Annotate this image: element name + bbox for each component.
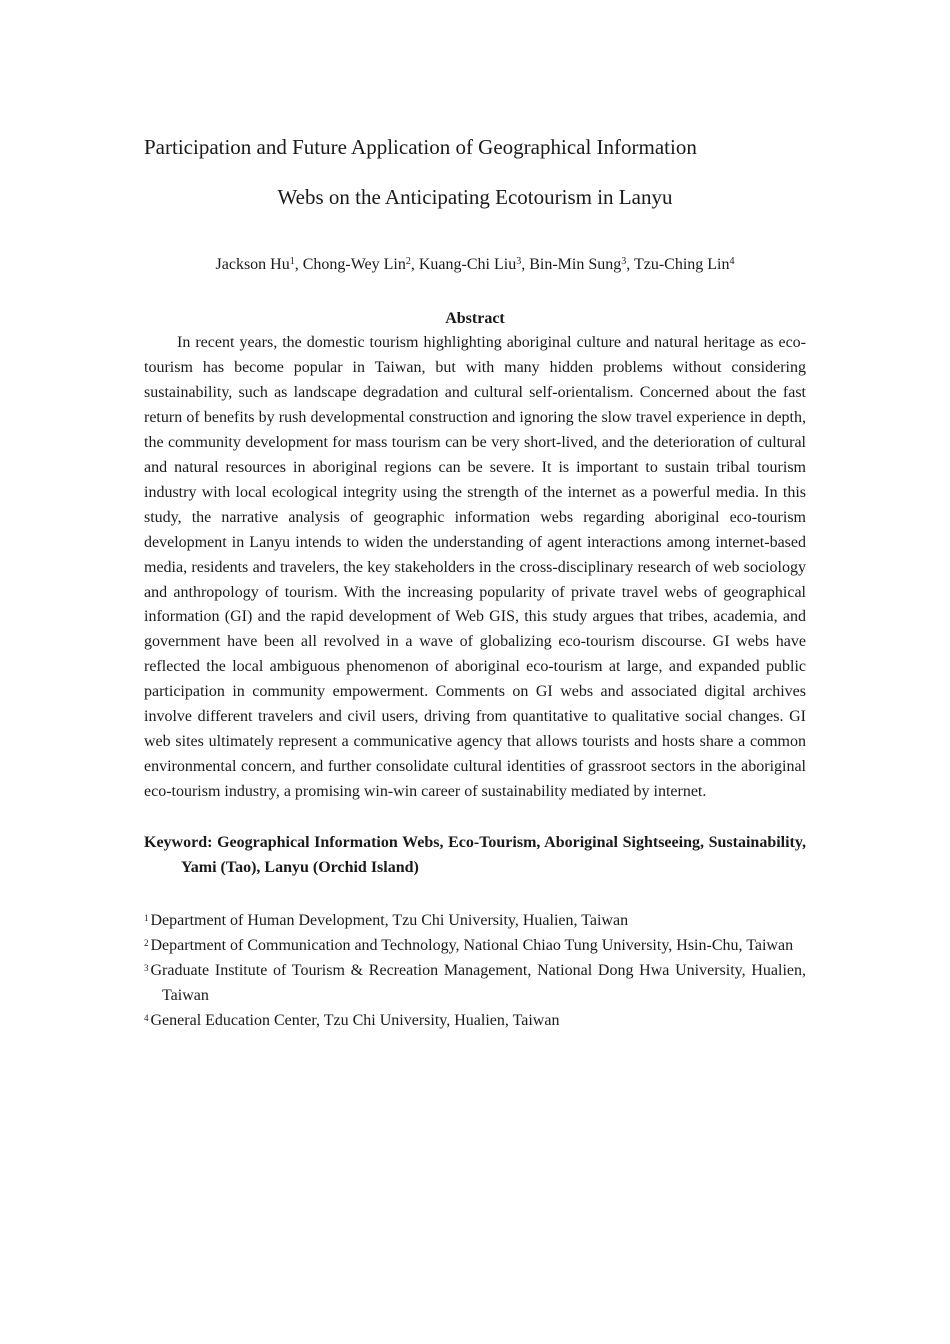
footnote-text: Department of Human Development, Tzu Chi University, Hualien, Taiwan — [150, 912, 629, 930]
author: Chong-Wey Lin$^2$, — [302, 256, 419, 273]
footnote — [144, 933, 806, 958]
affiliation-marker: 4 — [729, 256, 735, 267]
affiliation-footnotes — [144, 908, 806, 1033]
author: Kuang-Chi Liu$^3$, — [418, 256, 530, 273]
footnote-number: 1 — [144, 913, 149, 924]
footnote — [144, 958, 806, 1008]
author: Jackson Hu$^1$, — [215, 256, 303, 273]
paper-title-line-1: Participation and Future Application of Geographical Information — [144, 135, 697, 159]
author: Tzu-Ching Lin$^4$ — [633, 256, 735, 273]
author-list — [144, 254, 806, 276]
footnote-text: Graduate Institute of Tourism & Recreation Management, National Dong Hwa University, Hualien, Taiwan — [150, 962, 806, 1005]
paper-title-line-2: Webs on the Anticipating Ecotourism in Lanyu — [277, 185, 673, 209]
footnote-number: 3 — [144, 963, 149, 974]
abstract-body: In recent years, the domestic tourism highlighting aboriginal culture and natural heritage as eco-tourism has become popular in Taiwan, but with many hidden problems without considering sustainability, such as landscape degradation and cultural self-orientalism. Concerned about the fast return of benefits by rush developmental construction and ignoring the slow travel experience in depth, the community development for mass tourism can be very short-lived, and the deterioration of cultural and natural resources in aboriginal regions can be severe. It is important to sustain tribal tourism industry with local ecological integrity using the strength of the internet as a powerful media. In this study, the narrative analysis of geographic information webs regarding aboriginal eco-tourism development in Lanyu intends to widen the understanding of agent interactions among internet-based media, residents and travelers, the key stakeholders in the cross-disciplinary research of web sociology and anthropology of tourism. With the increasing popularity of private travel webs of geographical information (GI) and the rapid development of Web GIS, this study argues that tribes, academia, and government have been all revolved in a wave of globalizing eco-tourism discourse. GI webs have reflected the local ambiguous phenomenon of aboriginal eco-tourism at large, and expanded public participation in community empowerment. Comments on GI webs and associated digital archives involve different travelers and civil users, driving from quantitative to qualitative social changes. GI web sites ultimately represent a communicative agency that allows tourists and hosts share a common environmental concern, and further consolidate cultural identities of grassroot sectors in the aboriginal eco-tourism industry, a promising win-win career of sustainability mediated by internet. — [144, 334, 806, 801]
keywords: Keyword: Geographical Information Webs, Eco-Tourism, Aboriginal Sightseeing, Sustainability, Yami (Tao), Lanyu (Orchid Island) — [144, 834, 806, 877]
paper-page — [144, 122, 806, 1033]
author: Bin-Min Sung$^3$, — [529, 256, 634, 273]
footnote — [144, 908, 806, 933]
affiliation-marker: 1 — [289, 256, 295, 267]
affiliation-marker: 3 — [516, 256, 522, 267]
footnote-number: 2 — [144, 938, 149, 949]
affiliation-marker: 2 — [405, 256, 411, 267]
affiliation-marker: 3 — [621, 256, 627, 267]
footnote — [144, 1008, 806, 1033]
abstract-heading: Abstract — [445, 310, 505, 327]
footnote-number: 4 — [144, 1013, 149, 1024]
footnote-text: Department of Communication and Technology, National Chiao Tung University, Hsin-Chu, Taiwan — [150, 937, 794, 955]
footnote-text: General Education Center, Tzu Chi University, Hualien, Taiwan — [150, 1012, 560, 1030]
